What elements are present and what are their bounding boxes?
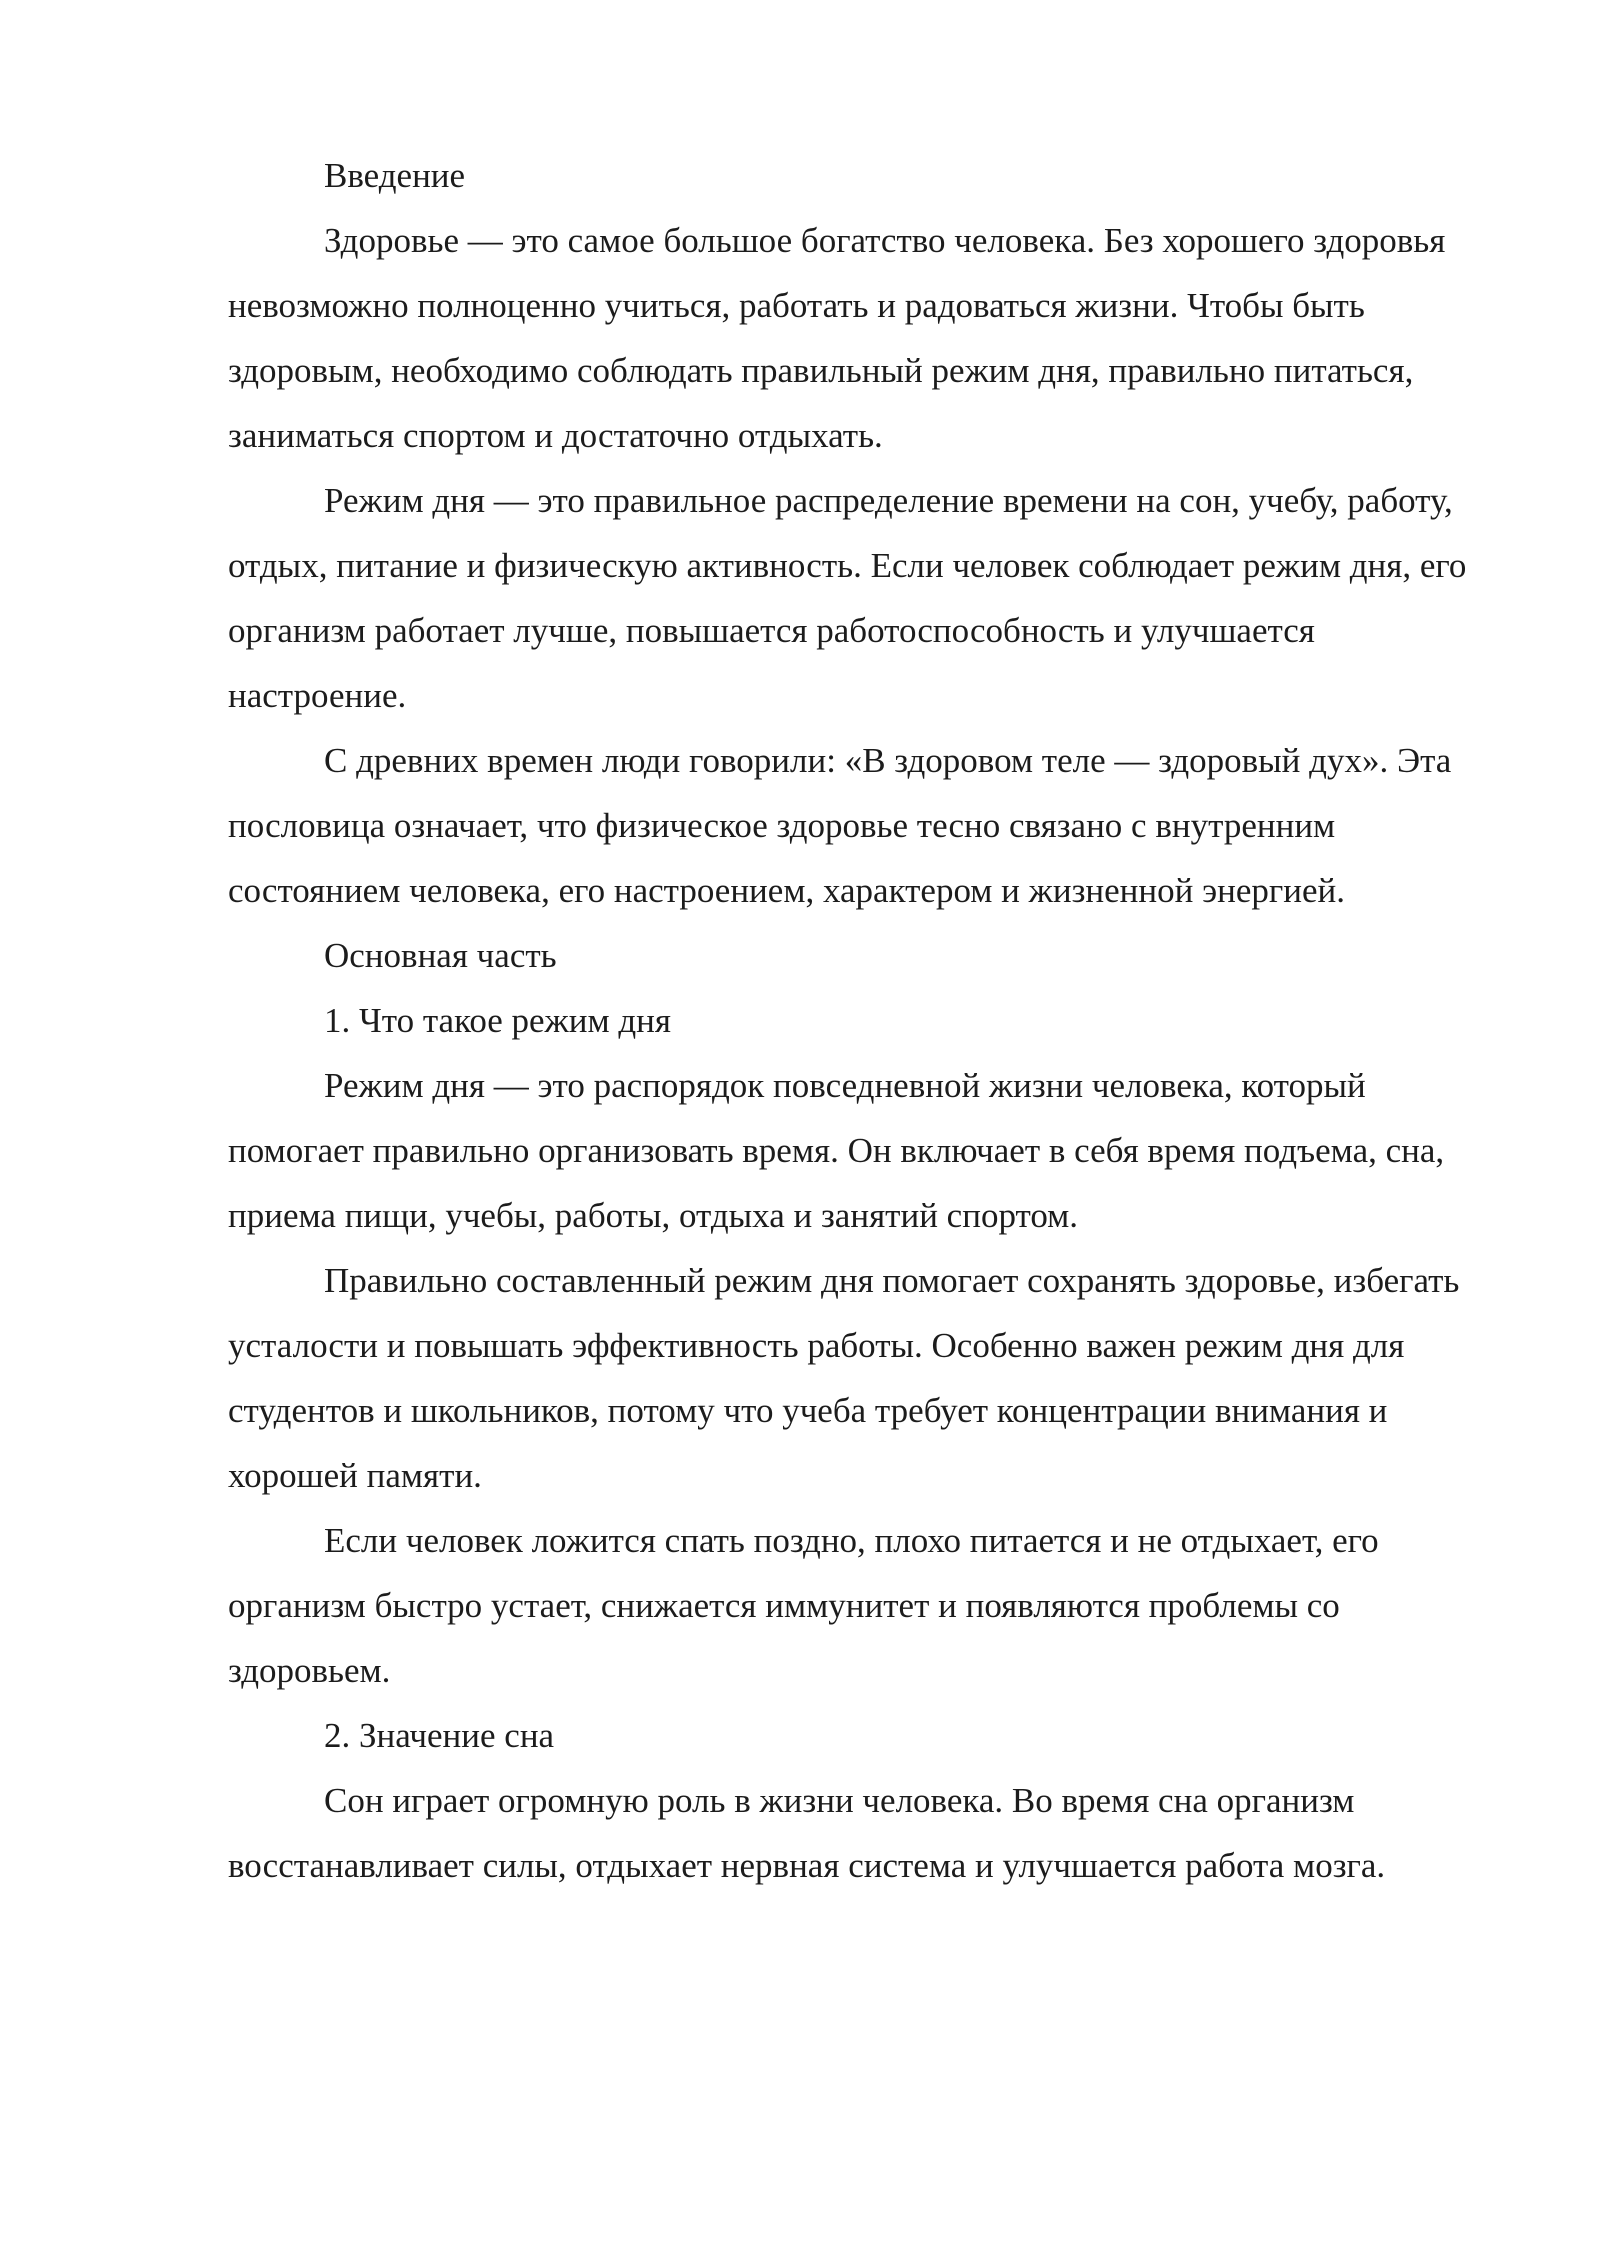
paragraph-daily-routine-definition: Режим дня — это правильное распределение времени на сон, учебу, работу, отдых, питание и физическую активность. Если человек соблюдает режим дня, его организм работает лучше, повышается работоспособность и улучшается настроение. (228, 481, 1467, 715)
paragraph-proverb: С древних времен люди говорили: «В здоровом теле — здоровый дух». Эта пословица означает, что физическое здоровье тесно связано с внутренним состоянием человека, его настроением, характером и жизненной энергией. (228, 741, 1452, 910)
paragraph-routine-benefits: Правильно составленный режим дня помогает сохранять здоровье, избегать усталости и повышать эффективность работы. Особенно важен режим дня для студентов и школьников, потому что учеба требует концентрации внимания и хорошей памяти. (228, 1261, 1460, 1495)
paragraph-sleep-role: Сон играет огромную роль в жизни человека. Во время сна организм восстанавливает силы, отдыхает нервная система и улучшается работа мозга. (228, 1781, 1386, 1885)
paragraph-health-wealth: Здоровье — это самое большое богатство человека. Без хорошего здоровья невозможно полноценно учиться, работать и радоваться жизни. Чтобы быть здоровым, необходимо соблюдать правильный режим дня, правильно питаться, заниматься спортом и достаточно отдыхать. (228, 221, 1446, 455)
subsection-heading-sleep: 2. Значение сна (324, 1716, 555, 1755)
paragraph-routine-schedule: Режим дня — это распорядок повседневной жизни человека, который помогает правильно организовать время. Он включает в себя время подъема, сна, приема пищи, учебы, работы, отдыха и занятий спортом. (228, 1066, 1445, 1235)
section-heading-introduction: Введение (324, 156, 466, 195)
subsection-heading-what-is-routine: 1. Что такое режим дня (324, 1001, 672, 1040)
paragraph-routine-problems: Если человек ложится спать поздно, плохо питается и не отдыхает, его организм быстро устает, снижается иммунитет и появляются проблемы со здоровьем. (228, 1521, 1379, 1690)
section-heading-main-part: Основная часть (324, 936, 557, 975)
document-page (228, 143, 1484, 1898)
